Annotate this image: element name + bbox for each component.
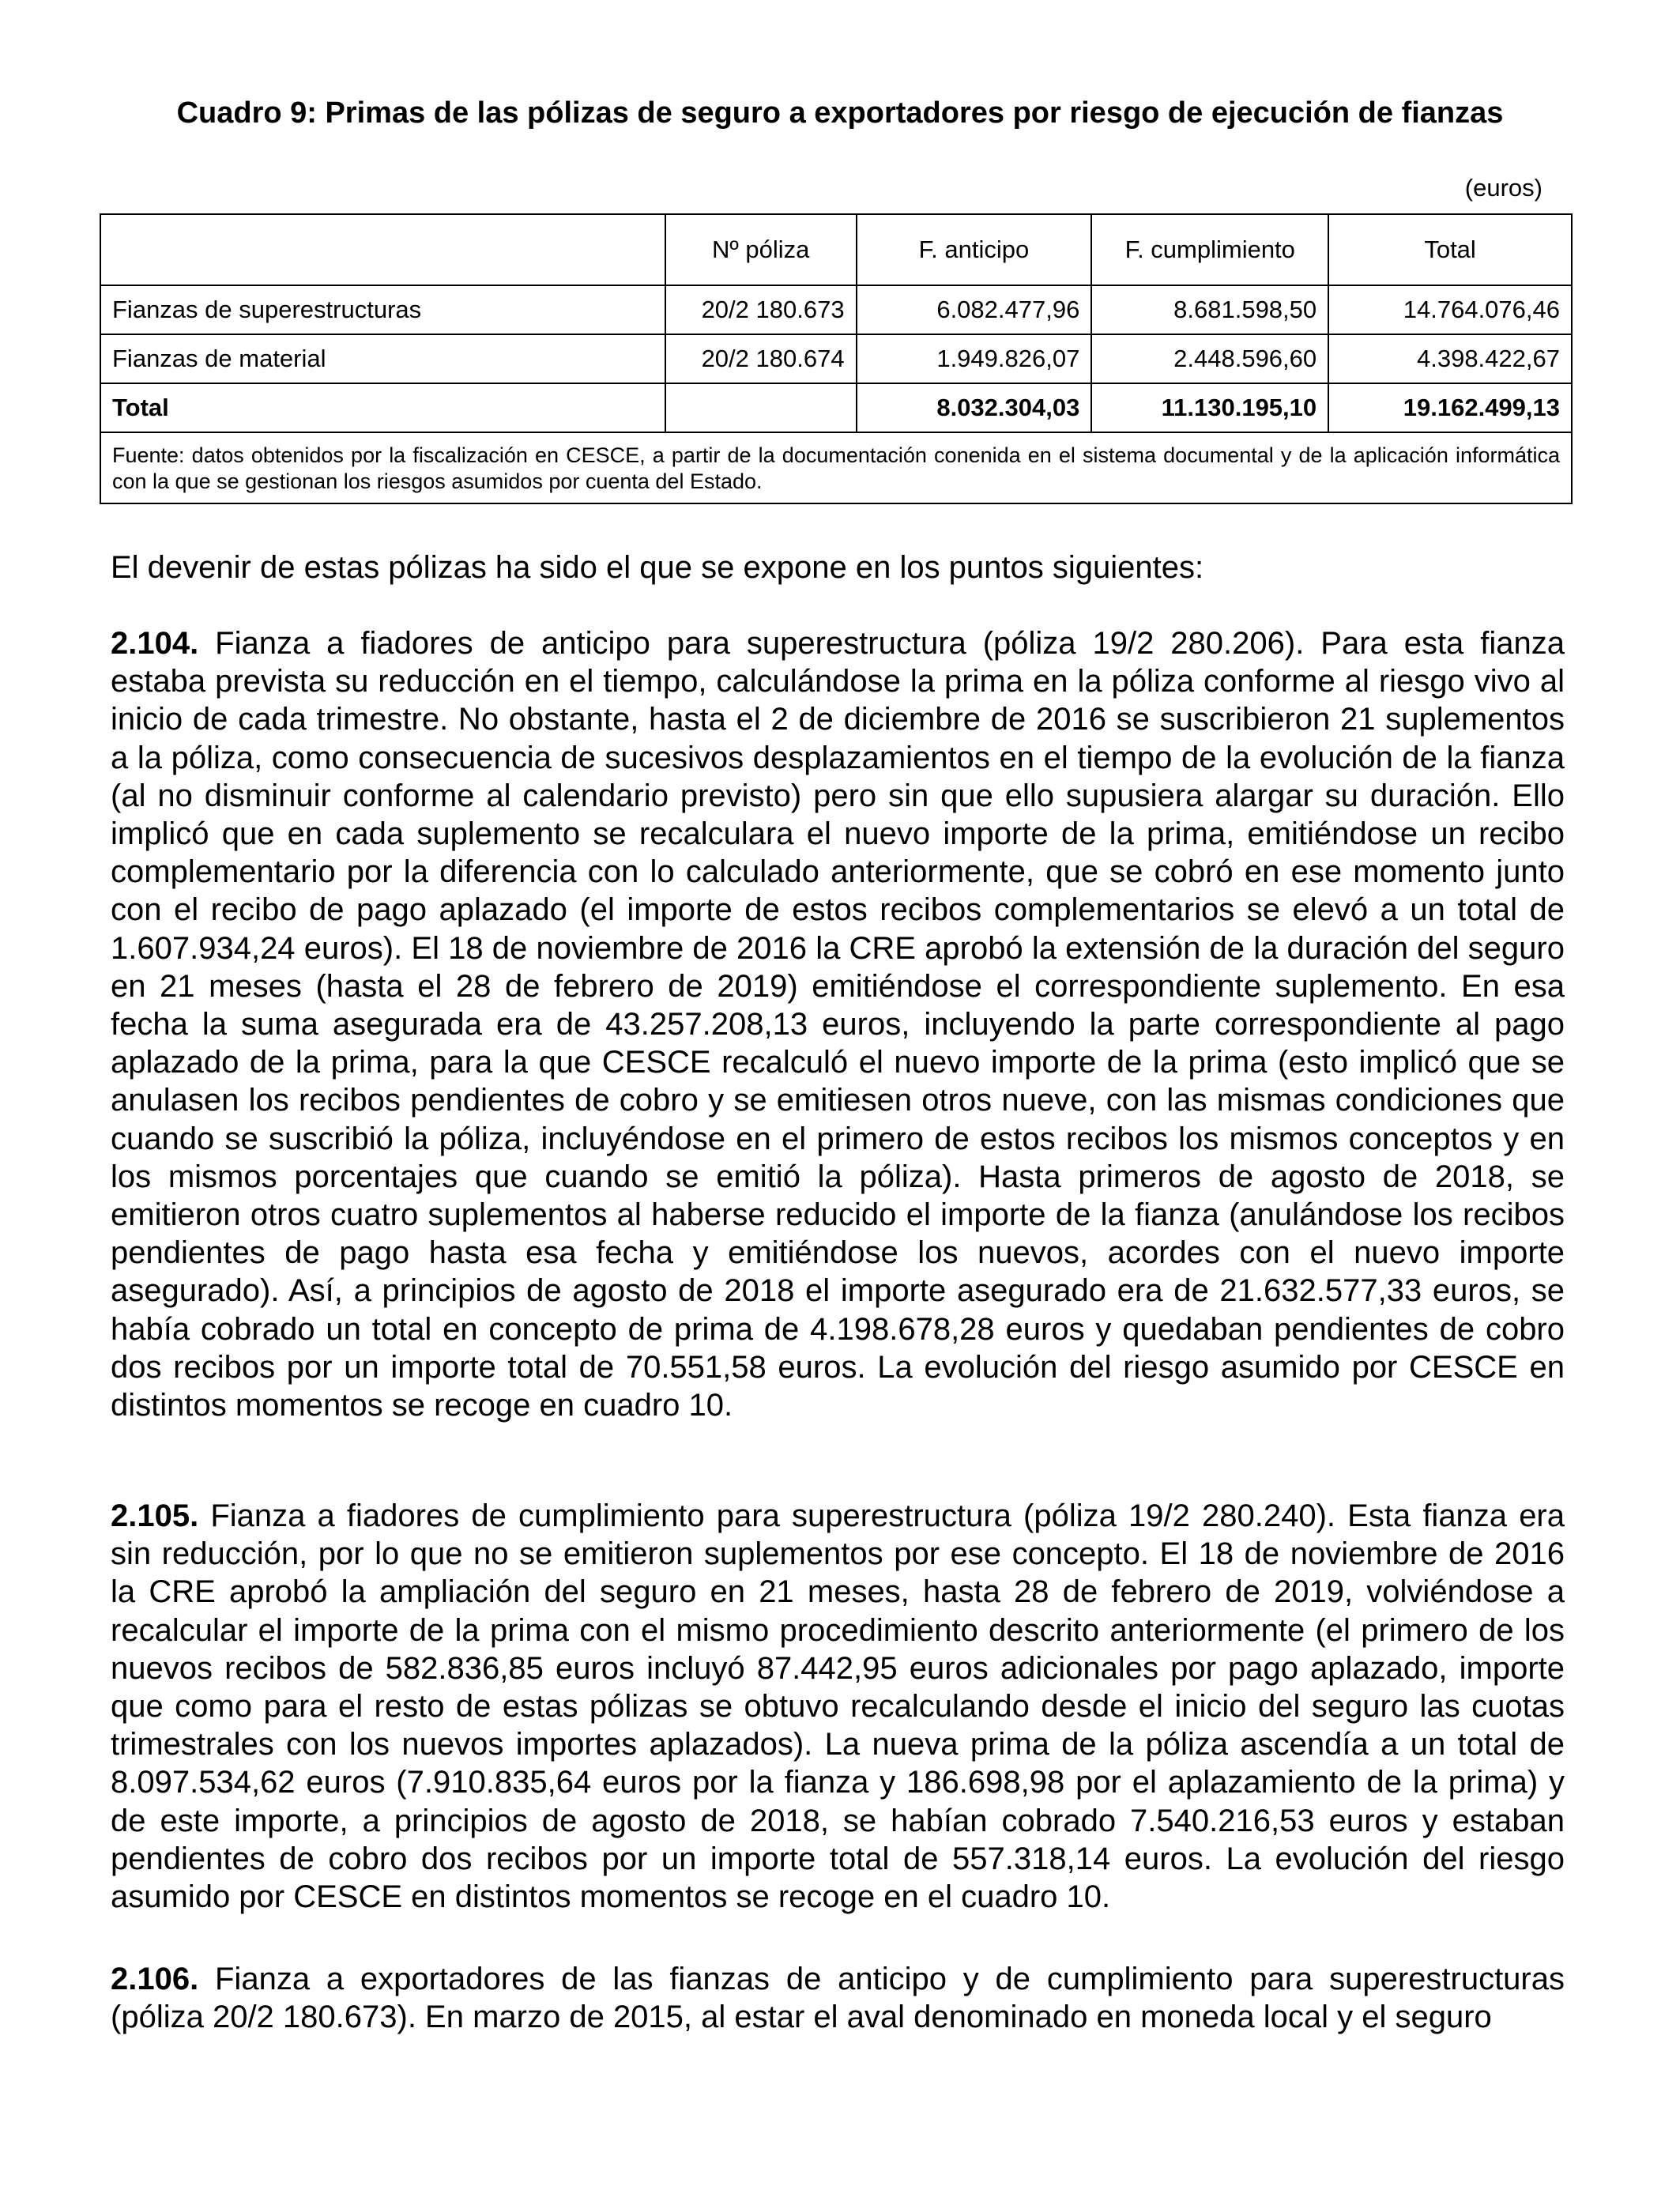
- paragraph-number: 2.106.: [111, 1962, 199, 1996]
- paragraph-number: 2.105.: [111, 1498, 199, 1533]
- paragraph-text: Fianza a exportadores de las fianzas de anticipo y de cumplimiento para superestructuras (póliza 20/2 180.673). En marzo de 2015, al estar el aval denominado en moneda local y el seguro: [111, 1962, 1565, 2035]
- header-concept: [100, 214, 665, 285]
- row-label: Fianzas de material: [100, 334, 665, 383]
- intro-paragraph: El devenir de estas pólizas ha sido el que se expone en los puntos siguientes:: [111, 550, 1204, 585]
- header-total: Total: [1328, 214, 1572, 285]
- total-cumplimiento: 11.130.195,10: [1091, 383, 1328, 432]
- row-label: Fianzas de superestructuras: [100, 285, 665, 334]
- table-header-row: [100, 214, 1572, 285]
- paragraph-text: Fianza a fiadores de cumplimiento para superestructura (póliza 19/2 280.240). Esta fianza era sin reducción, por lo que no se emitieron suplementos por ese concepto. El 18 de noviembre de 2016 la CRE aprobó la ampliación del seguro en 21 meses, hasta 28 de febrero de 2019, volviéndose a recalcular el importe de la prima con el mismo procedimiento descrito anteriormente (el primero de los nuevos recibos de 582.836,85 euros incluyó 87.442,95 euros adicionales por pago aplazado, importe que como para el resto de estas pólizas se obtuvo recalculando desde el inicio del seguro las cuotas trimestrales con los nuevos importes aplazados). La nueva prima de la póliza ascendía a un total de 8.097.534,62 euros (7.910.835,64 euros por la fianza y 186.698,98 por el aplazamiento de la prima) y de este importe, a principios de agosto de 2018, se habían cobrado 7.540.216,53 euros y estaban pendientes de cobro dos recibos por un importe total de 557.318,14 euros. La evolución del riesgo asumido por CESCE en distintos momentos se recoge en el cuadro 10.: [111, 1498, 1565, 1915]
- header-anticipo: F. anticipo: [857, 214, 1092, 285]
- paragraph-2-104: [111, 624, 1565, 1424]
- row-total: 4.398.422,67: [1328, 334, 1572, 383]
- table-total-row: [100, 383, 1572, 432]
- total-total: 19.162.499,13: [1328, 383, 1572, 432]
- row-cumplimiento: 2.448.596,60: [1091, 334, 1328, 383]
- total-anticipo: 8.032.304,03: [857, 383, 1092, 432]
- paragraph-number: 2.104.: [111, 626, 199, 661]
- header-poliza: Nº póliza: [665, 214, 857, 285]
- row-anticipo: 6.082.477,96: [857, 285, 1092, 334]
- row-poliza: 20/2 180.673: [665, 285, 857, 334]
- table-source-note: Fuente: datos obtenidos por la fiscalización en CESCE, a partir de la documentación conenida en el sistema documental y de la aplicación informática con la que se gestionan los riesgos asumidos por cuenta del Estado.: [100, 432, 1572, 503]
- row-anticipo: 1.949.826,07: [857, 334, 1092, 383]
- table-row: [100, 285, 1572, 334]
- row-cumplimiento: 8.681.598,50: [1091, 285, 1328, 334]
- units-label: (euros): [1464, 174, 1543, 202]
- header-cumplimiento: F. cumplimiento: [1091, 214, 1328, 285]
- paragraph-2-105: [111, 1497, 1565, 1916]
- total-poliza: [665, 383, 857, 432]
- paragraph-2-106: [111, 1960, 1565, 2036]
- total-label: Total: [100, 383, 665, 432]
- table-row: [100, 334, 1572, 383]
- premiums-table: [100, 213, 1573, 504]
- paragraph-text: Fianza a fiadores de anticipo para superestructura (póliza 19/2 280.206). Para esta fianza estaba prevista su reducción en el tiempo, calculándose la prima en la póliza conforme al riesgo vivo al inicio de cada trimestre. No obstante, hasta el 2 de diciembre de 2016 se suscribieron 21 suplementos a la póliza, como consecuencia de sucesivos desplazamientos en el tiempo de la evolución de la fianza (al no disminuir conforme al calendario previsto) pero sin que ello supusiera alargar su duración. Ello implicó que en cada suplemento se recalculara el nuevo importe de la prima, emitiéndose un recibo complementario por la diferencia con lo calculado anteriormente, que se cobró en ese momento junto con el recibo de pago aplazado (el importe de estos recibos complementarios se elevó a un total de 1.607.934,24 euros). El 18 de noviembre de 2016 la CRE aprobó la extensión de la duración del seguro en 21 meses (hasta el 28 de febrero de 2019) emitiéndose el correspondiente suplemento. En esa fecha la suma asegurada era de 43.257.208,13 euros, incluyendo la parte correspondiente al pago aplazado de la prima, para la que CESCE recalculó el nuevo importe de la prima (esto implicó que se anulasen los recibos pendientes de cobro y se emitiesen otros nueve, con las mismas condiciones que cuando se suscribió la póliza, incluyéndose en el primero de estos recibos los mismos conceptos y en los mismos porcentajes que cuando se emitió la póliza). Hasta primeros de agosto de 2018, se emitieron otros cuatro suplementos al haberse reducido el importe de la fianza (anulándose los recibos pendientes de pago hasta esa fecha y emitiéndose los nuevos, acordes con el nuevo importe asegurado). Así, a principios de agosto de 2018 el importe asegurado era de 21.632.577,33 euros, se había cobrado un total en concepto de prima de 4.198.678,28 euros y quedaban pendientes de cobro dos recibos por un importe total de 70.551,58 euros. La evolución del riesgo asumido por CESCE en distintos momentos se recoge en cuadro 10.: [111, 626, 1565, 1423]
- table-title: Cuadro 9: Primas de las pólizas de seguro a exportadores por riesgo de ejecución de fianzas: [176, 96, 1504, 130]
- table-source-row: [100, 432, 1572, 503]
- row-total: 14.764.076,46: [1328, 285, 1572, 334]
- row-poliza: 20/2 180.674: [665, 334, 857, 383]
